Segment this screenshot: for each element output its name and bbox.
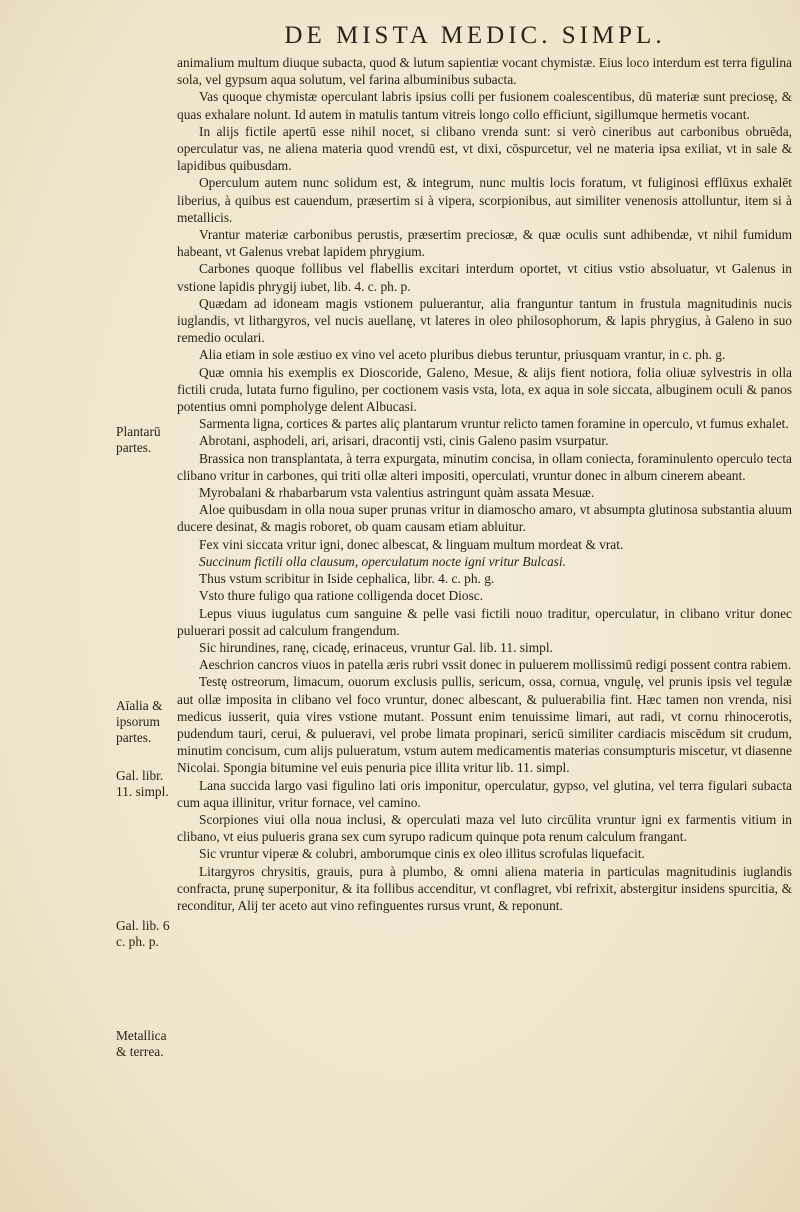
paragraph: Abrotani, asphodeli, ari, arisari, dracontij vsti, cinis Galeno pasim vsurpatur. (199, 433, 609, 449)
paragraph: Quæ omnia his exemplis ex Dioscoride, Galeno, Mesue, & alijs fient notiora, folia oliuæ sylvestris in olla fictili cruda, lutata furno figulino, per coctionem vasis vsta, lota, ex aqua in sole siccata, albuginem oculi & panos potentius omni pompholyge delent Albucasi. (177, 364, 792, 415)
paragraph: Myrobalani & rhabarbarum vsta valentius astringunt quàm assata Mesuæ. (199, 485, 595, 501)
paragraph: Quædam ad idoneam magis vstionem puluerantur, alia franguntur tantum in frustula magnitudinis nucis iuglandis, vt lithargyros, vel nucis auellanę, vt lateres in oleo philosophorum, & lapis phrygius, à Galeno in suo remedio oculari. (177, 295, 792, 346)
paragraph: Lana succida largo vasi figulino lati oris imponitur, operculatur, gypso, vel glutina, vel terra figulari subacta cum aqua illinitur, vritur fornace, vel camino. (177, 777, 792, 810)
margin-note-gal-libr: Gal. libr. 11. simpl. (116, 768, 169, 799)
running-header (0, 22, 800, 50)
paragraph: Litargyros chrysitis, grauis, pura à plumbo, & omni aliena materia in particulas magnitudinis iuglandis confracta, prunę superponitur, & ita follibus accenditur, vt conflagret, vbi refrixit, abstergitur insidens spurcitia, & reconditur, Alij ter aceto aut vino refinguentes rursus vrunt, & reponunt. (177, 863, 792, 913)
paragraph: Vsto thure fuligo qua ratione colligenda docet Diosc. (199, 588, 484, 604)
paragraph: Succinum fictili olla clausum, operculatum nocte igni vritur Bulcasi. (199, 553, 566, 569)
margin-note-metallica: Metallica & terrea. (116, 1028, 167, 1059)
paragraph: Carbones quoque follibus vel flabellis excitari interdum oportet, vt citius vstio absoluatur, vt Galenus in vstione lapidis phrygij iubet, lib. 4. c. ph. p. (177, 261, 792, 294)
paragraph: In alijs fictile apertū esse nihil nocet, si clibano vrenda sunt: si verò cineribus aut carbonibus obruēda, operculatur vas, ne aliena materia quod vrendū est, vt dixi, cōspurcetur, vel ne materia ipsa exiliat, vt in sale & lapidibus quibusdam. (177, 123, 792, 174)
margin-note-animalia: Aīalia & ipsorum partes. (116, 698, 163, 745)
paragraph: Thus vstum scribitur in Iside cephalica, libr. 4. c. ph. g. (199, 571, 495, 587)
paragraph: Sic vruntur viperæ & colubri, amborumque cinis ex oleo illitus scrofulas liquefacit. (199, 846, 645, 862)
paragraph: Aeschrion cancros viuos in patella æris rubri vssit donec in puluerem mollissimū redigi possent contra rabiem. (199, 657, 792, 673)
paragraph: Fex vini siccata vritur igni, donec albescat, & linguam multum mordeat & vrat. (199, 536, 624, 552)
margin-note-gal-lib6: Gal. lib. 6 c. ph. p. (116, 918, 170, 949)
paragraph: Alia etiam in sole æstiuo ex vino vel aceto pluribus diebus teruntur, priusquam vrantur, in c. ph. g. (199, 347, 726, 363)
paragraph: animalium multum diuque subacta, quod & lutum sapientiæ vocant chymistæ. Eius loco interdum est terra figulina sola, vel gypsum aqua solutum, vel farina albuminibus subacta. (177, 55, 792, 88)
paragraph: Sarmenta ligna, cortices & partes aliç plantarum vruntur relicto tamen foramine in operculo, vt fumus exhalet. (199, 416, 789, 432)
margin-note-plantarum: Plantarū partes. (116, 424, 161, 455)
paragraph: Vas quoque chymistæ operculant labris ipsius colli per fusionem coalescentibus, dū materiæ sunt preciosę, & quas exhalare nolunt. Id autem in matulis tantum vitreis longo collo efficiunt, sigillumque hermetis vocant. (177, 89, 792, 122)
paragraph: Testę ostreorum, limacum, ouorum exclusis pullis, sericum, ossa, cornua, vngulę, vel prunis ipsis vel tegulæ aut ollæ imposita in clibano vel foco vruntur, donec albescant, & puluerabilia fint. Hæc tamen non vrenda, nisi medicus iusserit, quia vires vstione mutant. Possunt enim tenuissime limari, aut radi, vt cornu rhinocerotis, pudendum tauri, cerui, & pulueravi, vel probe limata propinari, sericū similiter cardiacis miscēdum sit crudum, minutim concisum, cum alijs pulueratum, vstum autem medicamentis materias consumpturis miscetur, vt diasenne Nicolai. Spongia bitumine vel euis penuria pice illita vritur lib. 11. simpl. (177, 674, 792, 776)
paragraph: Lepus viuus iugulatus cum sanguine & pelle vasi fictili nouo traditur, operculatur, in clibano vritur donec puluerari possit ad calculum frangendum. (177, 605, 792, 638)
paragraph: Brassica non transplantata, à terra expurgata, minutim concisa, in ollam coniecta, foraminulento operculo tecta clibano vritur in carbones, qui triti ollæ alteri impositi, operculati, vruntur donec in album cinerem abeant. (177, 450, 792, 483)
paragraph: Vrantur materiæ carbonibus perustis, præsertim preciosæ, & quæ oculis sunt adhibendæ, vt nihil fumidum habeant, vt Galenus vrebat lapidem phrygium. (177, 227, 792, 260)
paragraph: Scorpiones viui olla noua inclusi, & operculati maza vel luto circūlita vruntur igni ex farmentis vitium in clibano, vt eius pulueris grana sex cum syrupo radicum quinque pota renum calculum frangant. (177, 811, 792, 845)
main-text-column (177, 54, 792, 914)
paragraph: Aloe quibusdam in olla noua super prunas vritur in diamoscho amaro, vt absumpta glutinosa substantia aluum ducere desinat, & magis roboret, ob quam causam etiam abluitur. (177, 502, 792, 535)
page-title: DE MISTA MEDIC. SIMPL. (284, 22, 666, 49)
paragraph: Operculum autem nunc solidum est, & integrum, nunc multis locis foratum, vt fuliginosi efflūxus exhalēt liberius, à quibus est cauendum, præsertim si à vipera, scorpionibus, aut similiter venenosis attolluntur, item si à metallicis. (177, 175, 792, 225)
paragraph: Sic hirundines, ranę, cicadę, erinaceus, vruntur Gal. lib. 11. simpl. (199, 639, 553, 655)
